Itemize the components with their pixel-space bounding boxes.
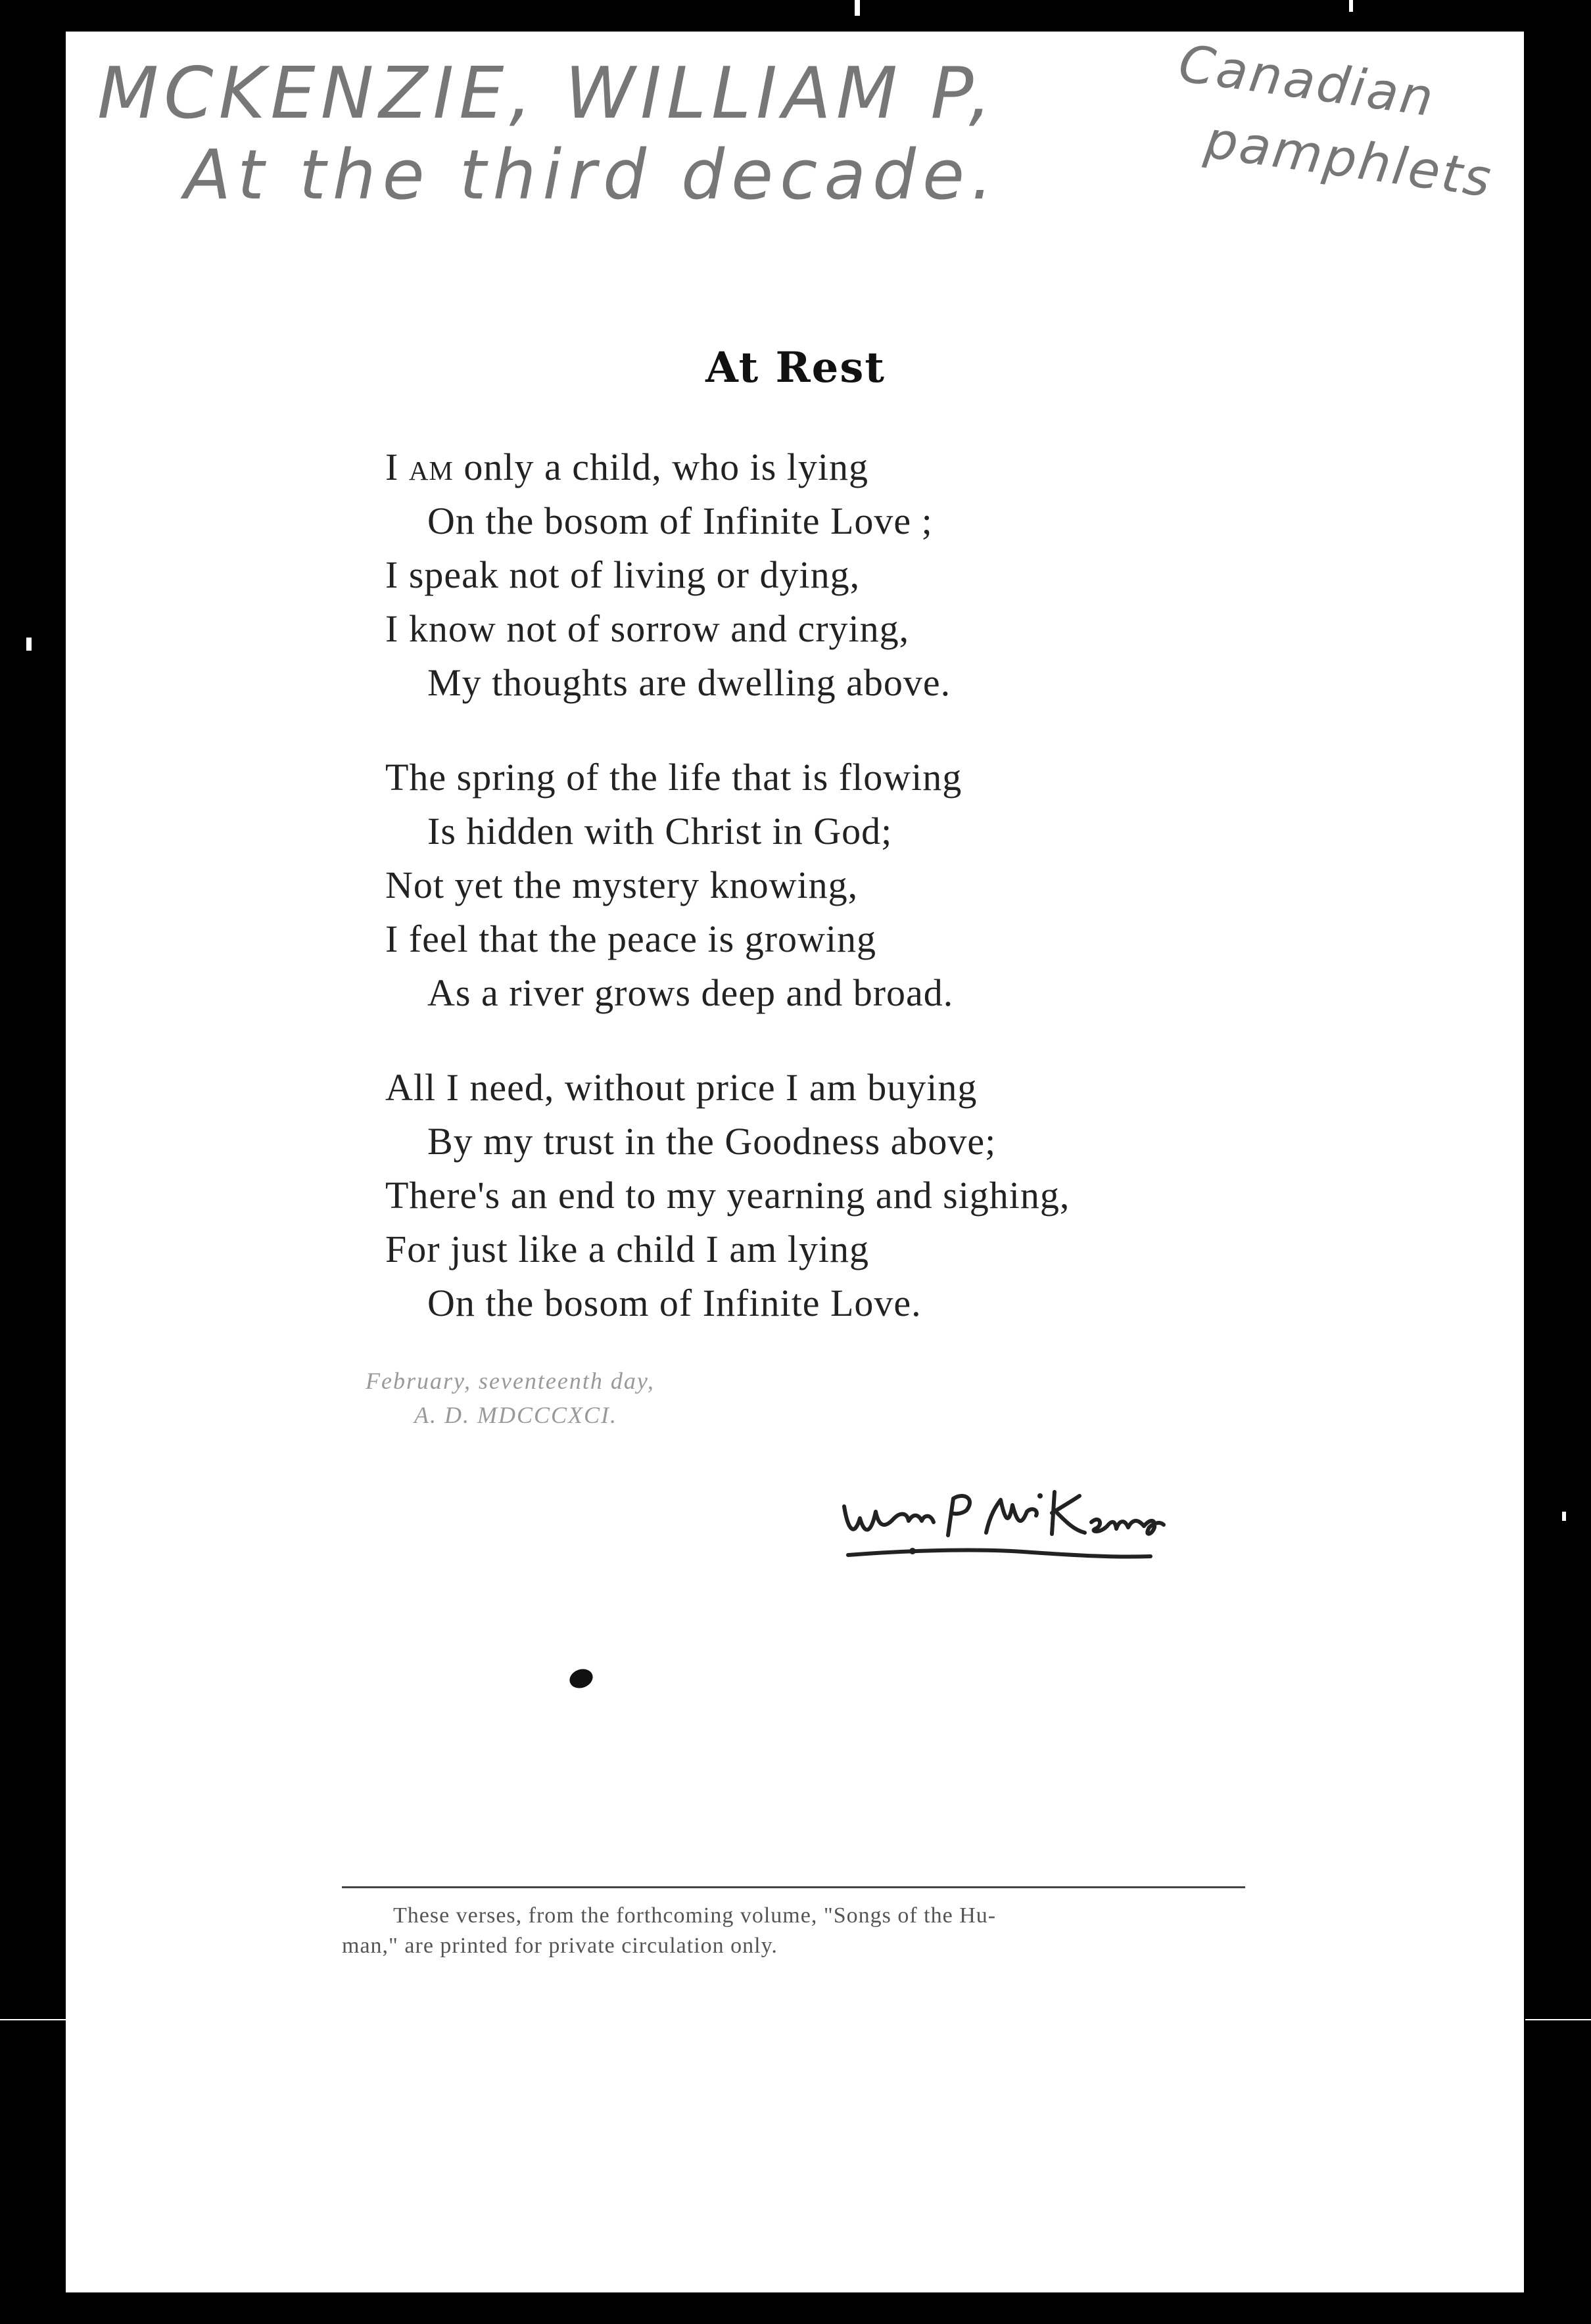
handwritten-catalog-author: MCKENZIE, WILLIAM P, <box>97 53 997 135</box>
footnote-rule <box>342 1886 1245 1888</box>
author-signature <box>835 1472 1256 1571</box>
poem-line: By my trust in the Goodness above; <box>427 1120 997 1163</box>
handwritten-catalog-title: At the third decade. <box>184 135 1000 215</box>
poem-line: Is hidden with Christ in God; <box>427 810 893 852</box>
poem-line: My thoughts are dwelling above. <box>427 661 951 704</box>
poem-title: At Rest <box>705 343 886 392</box>
poem-line: As a river grows deep and broad. <box>427 971 954 1014</box>
stanza-1 <box>385 440 1070 710</box>
dateline-day: February, seventeenth day, <box>366 1368 655 1394</box>
footnote-line: These verses, from the forthcoming volume, "Songs of the Hu- <box>393 1903 997 1928</box>
footnote-line: man," are printed for private circulation only. <box>342 1934 778 1958</box>
poem-line: Not yet the mystery knowing, <box>385 864 859 906</box>
poem-line: There's an end to my yearning and sighing, <box>385 1174 1070 1217</box>
stanza-2 <box>385 751 1070 1020</box>
handwritten-collection-note: Canadian <box>1175 34 1439 129</box>
line-text: only a child, who is lying <box>463 446 869 488</box>
poem-line: On the bosom of Infinite Love ; <box>427 500 933 542</box>
footnote <box>342 1901 1269 1961</box>
poem-line: For just like a child I am lying <box>385 1228 869 1270</box>
poem-body <box>385 440 1070 1371</box>
handwritten-collection-note-2: pamphlets <box>1201 110 1496 210</box>
poem-line: I know not of sorrow and crying, <box>385 607 910 650</box>
poem-line <box>385 440 1070 494</box>
line-smallcaps: am <box>408 446 454 488</box>
dateline-year: A. D. MDCCCXCI. <box>414 1402 617 1428</box>
poem-line: All I need, without price I am buying <box>385 1066 978 1109</box>
poem-line: The spring of the life that is flowing <box>385 756 962 799</box>
stanza-3 <box>385 1061 1070 1330</box>
poem-line: On the bosom of Infinite Love. <box>427 1282 922 1324</box>
line-lead: I <box>385 446 399 488</box>
poem-line: I speak not of living or dying, <box>385 553 861 596</box>
poem-line: I feel that the peace is growing <box>385 918 877 960</box>
